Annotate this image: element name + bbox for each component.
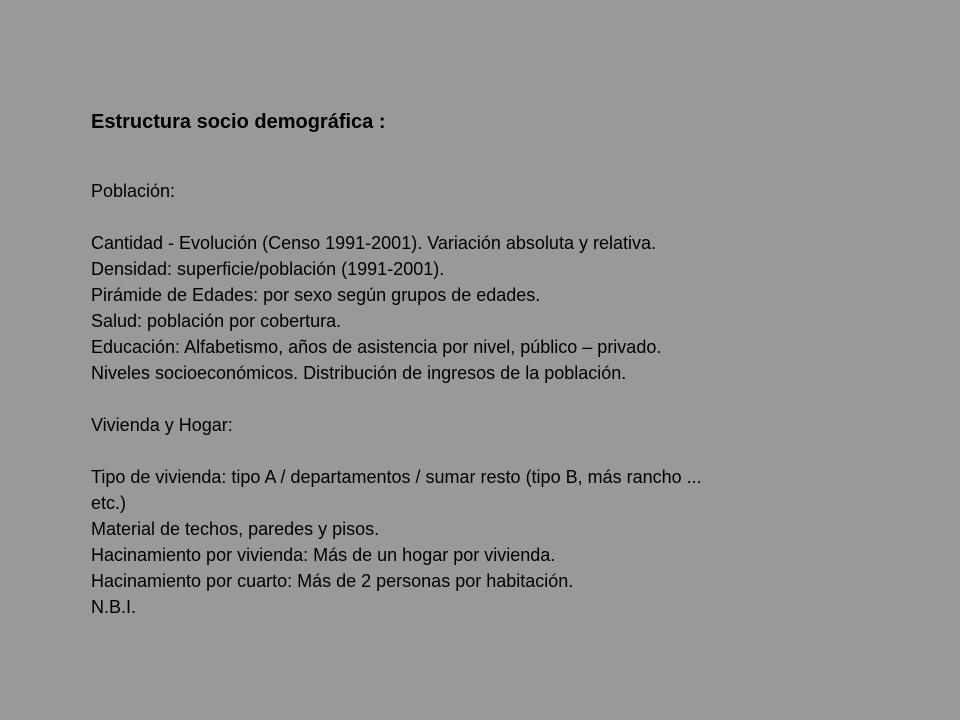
list-item: Densidad: superficie/población (1991-2001). bbox=[91, 259, 445, 279]
list-item: Pirámide de Edades: por sexo según grupos de edades. bbox=[91, 285, 541, 305]
list-item: Hacinamiento por vivienda: Más de un hogar por vivienda. bbox=[91, 545, 556, 565]
section-heading-vivienda: Vivienda y Hogar: bbox=[91, 415, 233, 435]
list-item: Tipo de vivienda: tipo A / departamentos / sumar resto (tipo B, más rancho ... bbox=[91, 467, 702, 487]
list-item: Educación: Alfabetismo, años de asistencia por nivel, público – privado. bbox=[91, 337, 662, 357]
list-item: N.B.I. bbox=[91, 597, 137, 617]
slide-content bbox=[91, 108, 871, 620]
section-heading-poblacion: Población: bbox=[91, 181, 176, 201]
section-vivienda bbox=[91, 412, 871, 620]
slide-title: Estructura socio demográfica : bbox=[91, 111, 386, 133]
list-item: Niveles socioeconómicos. Distribución de ingresos de la población. bbox=[91, 363, 627, 383]
list-item: Cantidad - Evolución (Censo 1991-2001). Variación absoluta y relativa. bbox=[91, 233, 656, 253]
list-item: Salud: población por cobertura. bbox=[91, 311, 342, 331]
list-item: etc.) bbox=[91, 493, 127, 513]
section-poblacion bbox=[91, 178, 871, 386]
list-item: Hacinamiento por cuarto: Más de 2 personas por habitación. bbox=[91, 571, 574, 591]
list-item: Material de techos, paredes y pisos. bbox=[91, 519, 380, 539]
